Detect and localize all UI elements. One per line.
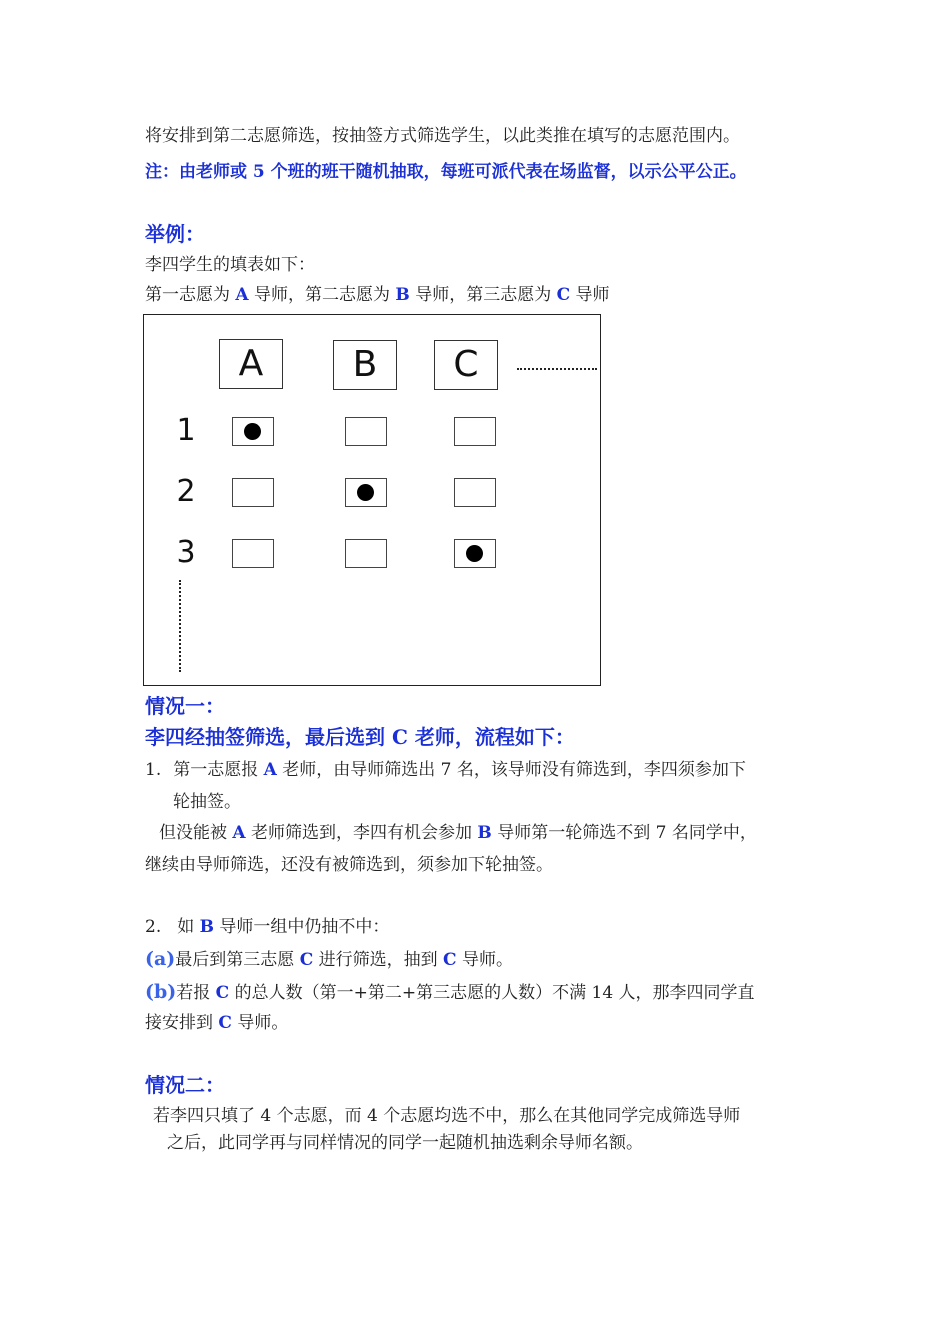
- preference-form-diagram: [143, 314, 601, 686]
- text: 进行筛选，抽到: [313, 950, 444, 970]
- case1-option-b: [145, 980, 755, 1005]
- text: 第一志愿报: [173, 760, 264, 780]
- tutor-a: A: [263, 760, 277, 780]
- text: 但没能被: [159, 823, 233, 843]
- list-number: 1.: [145, 760, 162, 780]
- text: 导师，第三志愿为: [409, 285, 557, 305]
- choice-box-r2-b: [345, 478, 387, 507]
- tutor-c: C: [299, 950, 314, 970]
- case2-line1: 若李四只填了 4 个志愿，而 4 个志愿均选不中，那么在其他同学完成筛选导师: [153, 1106, 741, 1126]
- text: 如: [177, 917, 200, 937]
- choice-box-r2-c: [454, 478, 496, 507]
- text: 导师: [570, 285, 610, 305]
- choice-box-r1-c: [454, 417, 496, 446]
- case1-option-b-cont: [145, 1011, 288, 1035]
- option-label-b: (b): [145, 981, 177, 1003]
- text: 的总人数（第一+第二+第三志愿的人数）不满 14 人，那李四同学直: [229, 983, 755, 1003]
- case1-item1-cont: 轮抽签。: [173, 792, 241, 812]
- tutor-c: C: [218, 1013, 232, 1033]
- text: 导师第一轮筛选不到 7 名同学中，: [491, 823, 757, 843]
- case2-heading: 情况二：: [145, 1073, 225, 1097]
- example-line1: 李四学生的填表如下：: [145, 255, 315, 275]
- text: 导师一组中仍抽不中：: [214, 917, 390, 937]
- list-number: 2.: [145, 917, 162, 937]
- text: 最后到第三志愿: [175, 950, 300, 970]
- tutor-c: C: [556, 285, 571, 305]
- text: 老师筛选到，李四有机会参加: [245, 823, 478, 843]
- tutor-a: A: [232, 823, 246, 843]
- text: 第一志愿为: [145, 285, 236, 305]
- choice-box-r3-a: [232, 539, 274, 568]
- tutor-a: A: [235, 285, 249, 305]
- row-label-2: 2: [176, 474, 196, 509]
- choice-box-r2-a: [232, 478, 274, 507]
- text: 老师，由导师筛选出 7 名，该导师没有筛选到，李四须参加下: [276, 760, 746, 780]
- choice-box-r3-c: [454, 539, 496, 568]
- case2-line2: 之后，此同学再与同样情况的同学一起随机抽选剩余导师名额。: [167, 1133, 643, 1153]
- tutor-c: C: [215, 983, 230, 1003]
- tutor-b: B: [199, 917, 215, 937]
- row-label-3: 3: [176, 535, 196, 570]
- intro-note: 注：由老师或 5 个班的班干随机抽取，每班可派代表在场监督，以示公平公正。: [145, 162, 747, 182]
- tutor-b: B: [395, 285, 410, 305]
- text: 导师。: [456, 950, 513, 970]
- row-label-1: 1: [176, 413, 196, 448]
- text: 接安排到: [145, 1013, 219, 1033]
- more-rows-dots: [179, 580, 181, 672]
- column-header-c: C: [434, 340, 498, 390]
- case1-para: [159, 821, 757, 845]
- text: 若报: [176, 983, 216, 1003]
- example-line2: [145, 283, 610, 307]
- case1-para-cont: 继续由导师筛选，还没有被筛选到，须参加下轮抽签。: [145, 855, 553, 875]
- case1-option-a: [145, 947, 513, 972]
- text: 导师，第二志愿为: [248, 285, 396, 305]
- case1-item2: [145, 915, 389, 939]
- case1-subheading: 李四经抽签筛选，最后选到 C 老师，流程如下：: [145, 725, 575, 749]
- more-columns-dots: [517, 368, 597, 370]
- tutor-b: B: [477, 823, 492, 843]
- text: 导师。: [231, 1013, 289, 1033]
- example-heading: 举例：: [145, 222, 205, 246]
- tutor-c: C: [443, 950, 457, 970]
- choice-box-r1-a: [232, 417, 274, 446]
- choice-box-r1-b: [345, 417, 387, 446]
- column-header-b: B: [333, 340, 397, 390]
- option-label-a: (a): [145, 948, 176, 970]
- case1-item1: [145, 758, 746, 782]
- case1-heading: 情况一：: [145, 694, 225, 718]
- choice-box-r3-b: [345, 539, 387, 568]
- column-header-a: A: [219, 339, 283, 389]
- intro-line: 将安排到第二志愿筛选，按抽签方式筛选学生，以此类推在填写的志愿范围内。: [145, 126, 740, 146]
